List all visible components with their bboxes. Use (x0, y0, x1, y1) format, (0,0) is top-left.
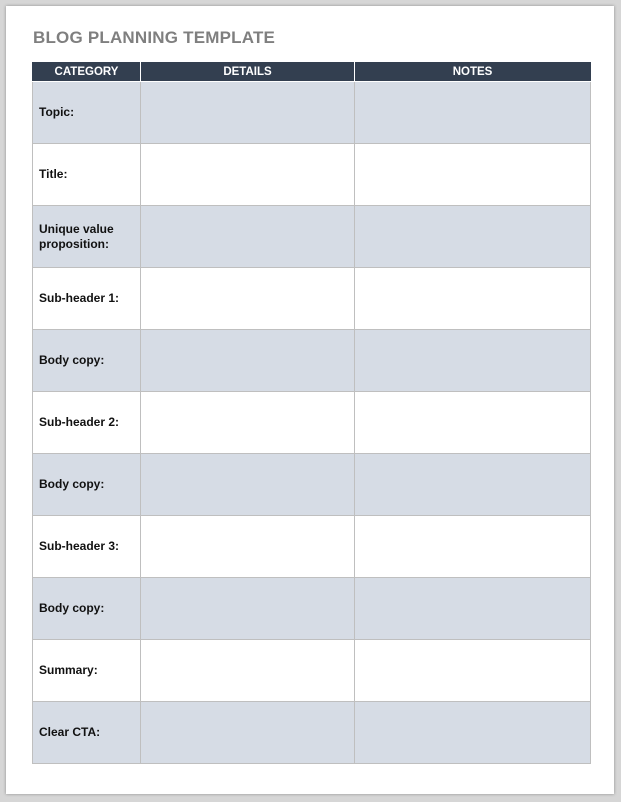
blog-planning-table (32, 62, 591, 764)
table-row (33, 578, 591, 640)
details-cell[interactable] (141, 144, 355, 206)
category-cell: Summary: (33, 640, 141, 702)
table-row (33, 206, 591, 268)
column-header-category: CATEGORY (33, 63, 141, 82)
notes-cell[interactable] (355, 454, 591, 516)
notes-cell[interactable] (355, 330, 591, 392)
details-cell[interactable] (141, 330, 355, 392)
category-cell: Clear CTA: (33, 702, 141, 764)
notes-cell[interactable] (355, 516, 591, 578)
category-cell: Body copy: (33, 330, 141, 392)
notes-cell[interactable] (355, 206, 591, 268)
category-cell: Sub-header 2: (33, 392, 141, 454)
notes-cell[interactable] (355, 640, 591, 702)
details-cell[interactable] (141, 268, 355, 330)
notes-cell[interactable] (355, 392, 591, 454)
category-cell: Sub-header 1: (33, 268, 141, 330)
document-page (6, 6, 614, 794)
category-cell: Topic: (33, 82, 141, 144)
details-cell[interactable] (141, 454, 355, 516)
details-cell[interactable] (141, 392, 355, 454)
details-cell[interactable] (141, 578, 355, 640)
category-cell: Unique value proposition: (33, 206, 141, 268)
table-row (33, 640, 591, 702)
details-cell[interactable] (141, 516, 355, 578)
category-cell: Sub-header 3: (33, 516, 141, 578)
table-row (33, 516, 591, 578)
notes-cell[interactable] (355, 144, 591, 206)
table-row (33, 268, 591, 330)
category-cell: Title: (33, 144, 141, 206)
details-cell[interactable] (141, 702, 355, 764)
notes-cell[interactable] (355, 702, 591, 764)
table-row (33, 392, 591, 454)
details-cell[interactable] (141, 206, 355, 268)
page-title: BLOG PLANNING TEMPLATE (33, 28, 276, 47)
column-header-notes: NOTES (355, 63, 591, 82)
notes-cell[interactable] (355, 578, 591, 640)
details-cell[interactable] (141, 640, 355, 702)
category-cell: Body copy: (33, 454, 141, 516)
table-row (33, 82, 591, 144)
details-cell[interactable] (141, 82, 355, 144)
notes-cell[interactable] (355, 82, 591, 144)
table-row (33, 702, 591, 764)
table-row (33, 330, 591, 392)
notes-cell[interactable] (355, 268, 591, 330)
table-row (33, 144, 591, 206)
column-header-details: DETAILS (141, 63, 355, 82)
table-header-row (33, 63, 591, 82)
category-cell: Body copy: (33, 578, 141, 640)
table-row (33, 454, 591, 516)
